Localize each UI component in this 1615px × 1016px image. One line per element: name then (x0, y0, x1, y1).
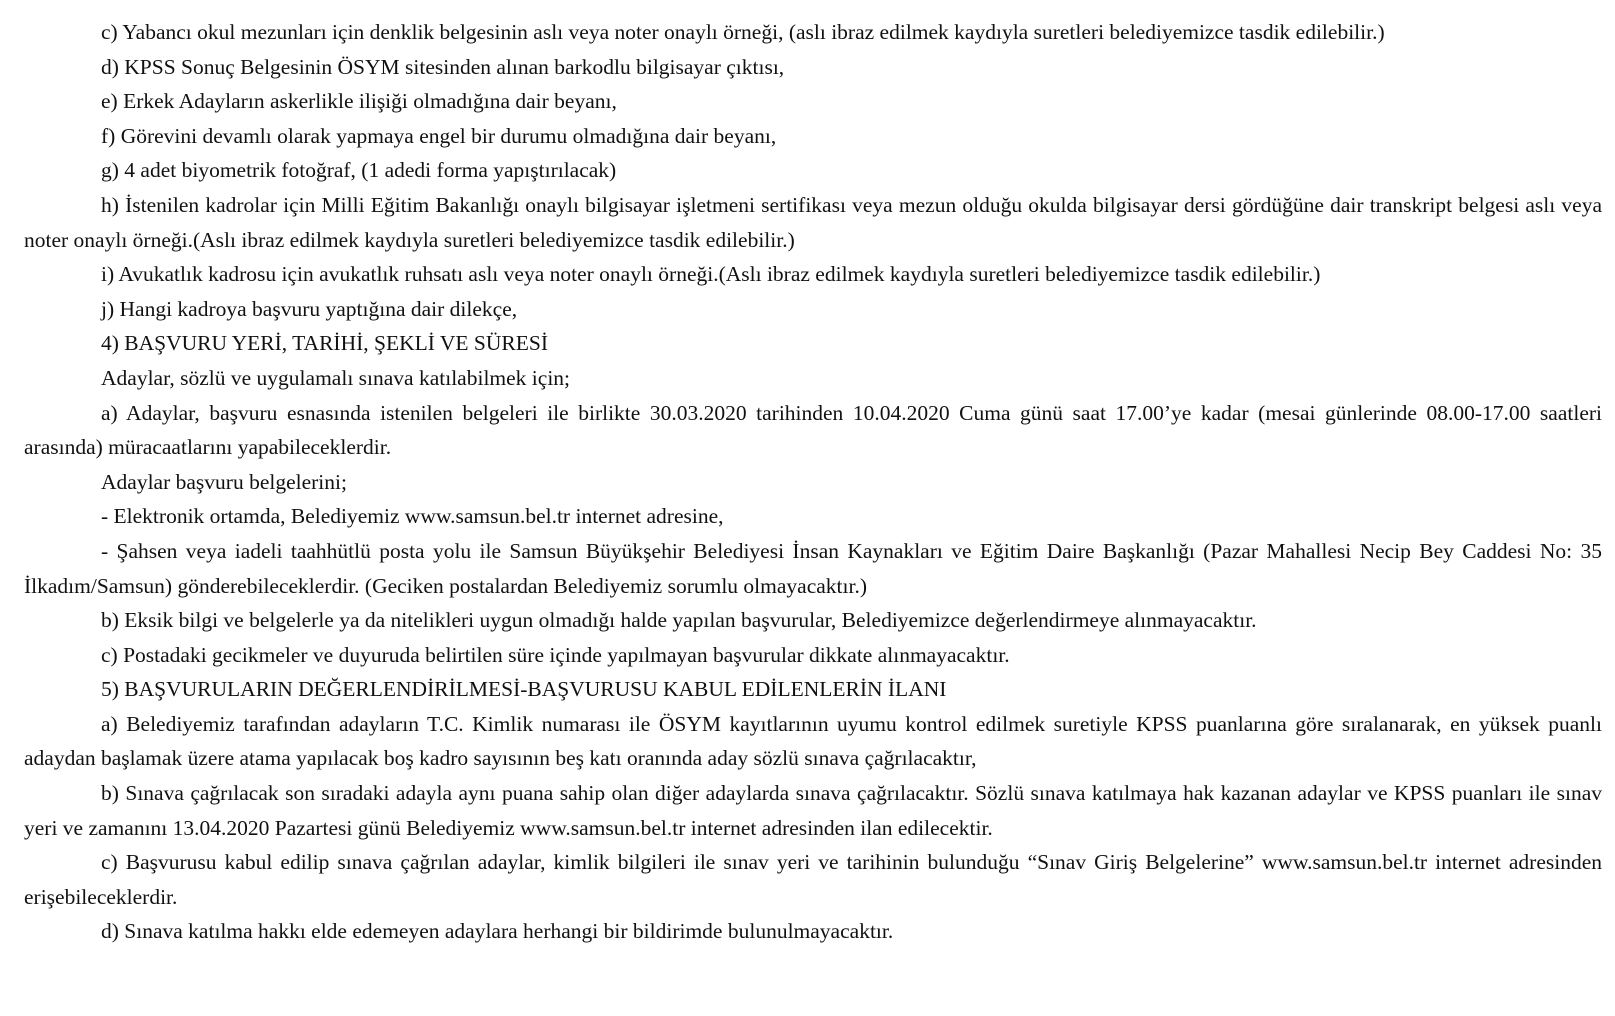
item-d-kpss-result: d) KPSS Sonuç Belgesinin ÖSYM sitesinden alınan barkodlu bilgisayar çıktısı, (101, 54, 785, 79)
item-j-petition: j) Hangi kadroya başvuru yaptığına dair dilekçe, (101, 296, 518, 321)
section-4-item-c: c) Postadaki gecikmeler ve duyuruda belirtilen süre içinde yapılmayan başvurular dikkate alınmayacaktır. (101, 642, 1010, 667)
item-f-health-declaration: f) Görevini devamlı olarak yapmaya engel bir durumu olmadığına dair beyanı, (101, 123, 777, 148)
section-5-item-d: d) Sınava katılma hakkı elde edemeyen adaylara herhangi bir bildirimde bulunulmayacaktır. (101, 919, 894, 944)
item-g-photographs: g) 4 adet biyometrik fotoğraf, (1 adedi forma yapıştırılacak) (101, 158, 617, 183)
section-5-item-c: c) Başvurusu kabul edilip sınava çağrılan adaylar, kimlik bilgileri ile sınav yeri ve tarihinin bulunduğu “Sınav Giriş Belgelerine” www.samsun.bel.tr internet adresinden erişebileceklerdir. (24, 850, 1602, 909)
item-h-computer-certificate: h) İstenilen kadrolar için Milli Eğitim Bakanlığı onaylı bilgisayar işletmeni sertifikası veya mezun olduğu okulda bilgisayar dersi gördüğüne dair transkript belgesi aslı veya noter onaylı örneği.(Aslı ibraz edilmek kaydıyla suretleri belediyemizce tasdik edilebilir.) (24, 192, 1602, 252)
section-4-item-a: a) Adaylar, başvuru esnasında istenilen belgeleri ile birlikte 30.03.2020 tarihinden 10.04.2020 Cuma günü saat 17.00’ye kadar (mesai günlerinde 08.00-17.00 saatleri arasında) müracaatlarını yapabileceklerdir. (24, 400, 1602, 460)
section-4-documents-intro: Adaylar başvuru belgelerini; (101, 469, 347, 494)
section-5-item-b: b) Sınava çağrılacak son sıradaki adayla aynı puana sahip olan diğer adaylarda sınava çağrılacaktır. Sözlü sınava katılmaya hak kazanan adaylar ve KPSS puanları ile sınav yeri ve zamanını 13.04.2020 Pazartesi günü Belediyemiz www.samsun.bel.tr internet adresinden ilan edilecektir. (24, 781, 1602, 840)
section-4-item-b: b) Eksik bilgi ve belgelerle ya da nitelikleri uygun olmadığı halde yapılan başvurular, Belediyemizce değerlendirmeye alınmayacaktır. (101, 608, 1257, 633)
section-4-intro: Adaylar, sözlü ve uygulamalı sınava katılabilmek için; (101, 365, 571, 390)
section-5-heading: 5) BAŞVURULARIN DEĞERLENDİRİLMESİ-BAŞVURUSU KABUL EDİLENLERİN İLANI (101, 677, 947, 702)
item-i-lawyer-license: i) Avukatlık kadrosu için avukatlık ruhsatı aslı veya noter onaylı örneği.(Aslı ibraz edilmek kaydıyla suretleri belediyemizce tasdik edilebilir.) (101, 262, 1321, 287)
section-4-electronic-option: - Elektronik ortamda, Belediyemiz www.samsun.bel.tr internet adresine, (101, 504, 724, 529)
item-e-military-status: e) Erkek Adayların askerlikle ilişiği olmadığına dair beyanı, (101, 89, 617, 114)
document-body (24, 15, 1602, 949)
section-5-item-a: a) Belediyemiz tarafından adayların T.C. Kimlik numarası ile ÖSYM kayıtlarının uyumu kontrol edilmek suretiyle KPSS puanlarına göre sıralanarak, en yüksek puanlı adaydan başlamak üzere atama yapılacak boş kadro sayısının beş katı oranında aday sözlü sınava çağrılacaktır, (24, 711, 1602, 771)
item-c-foreign-school-equivalence: c) Yabancı okul mezunları için denklik belgesinin aslı veya noter onaylı örneği, (aslı ibraz edilmek kaydıyla suretleri belediyemizce tasdik edilebilir.) (101, 20, 1385, 44)
section-4-postal-option: - Şahsen veya iadeli taahhütlü posta yolu ile Samsun Büyükşehir Belediyesi İnsan Kaynakları ve Eğitim Daire Başkanlığı (Pazar Mahallesi Necip Bey Caddesi No: 35 İlkadım/Samsun) gönderebileceklerdir. (Geciken postalardan Belediyemiz sorumlu olmayacaktır.) (24, 538, 1602, 598)
section-4-heading: 4) BAŞVURU YERİ, TARİHİ, ŞEKLİ VE SÜRESİ (101, 331, 549, 356)
